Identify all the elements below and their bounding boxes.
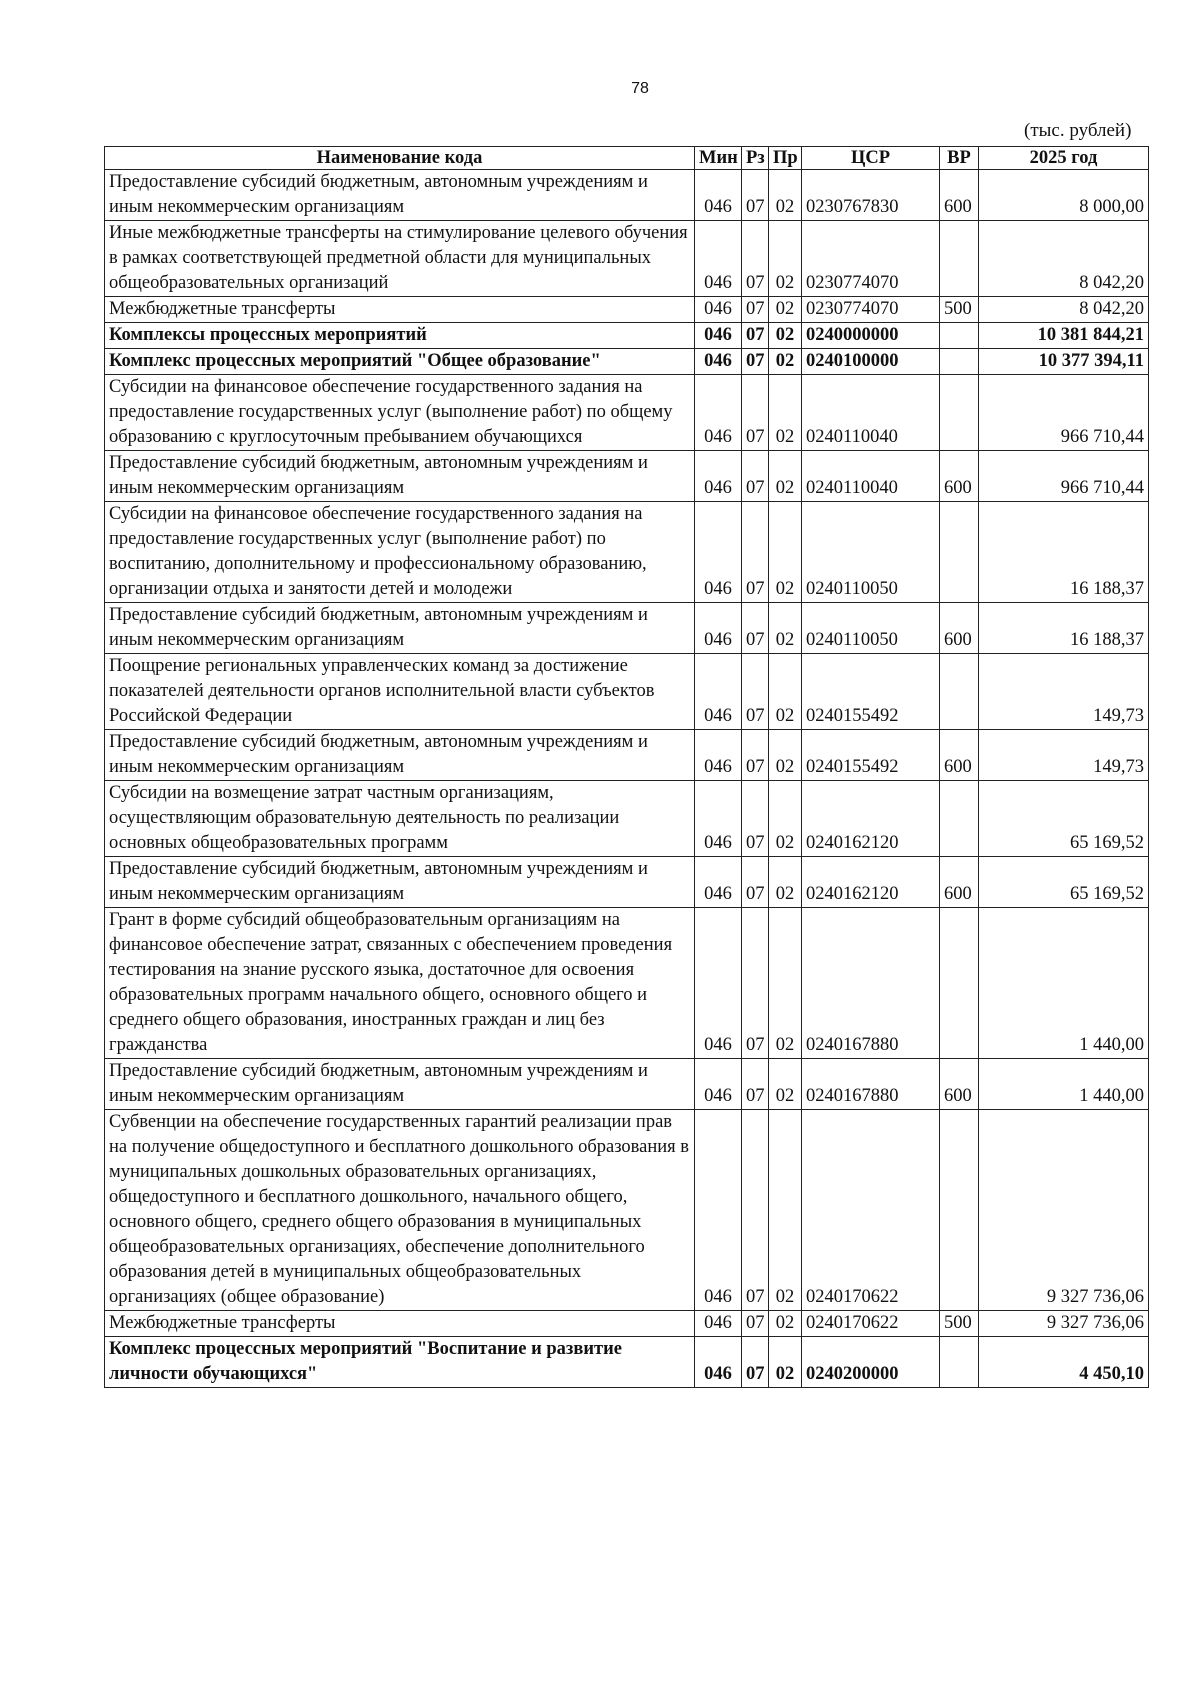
cell-amount: 9 327 736,06 (979, 1311, 1149, 1337)
cell-csr: 0240170622 (802, 1311, 940, 1337)
cell-pr: 02 (769, 297, 802, 323)
cell-name: Иные межбюджетные трансферты на стимулирование целевого обучения в рамках соответствующей предметной области для муниципальных общеобразовательных организаций (105, 221, 695, 297)
cell-amount: 966 710,44 (979, 375, 1149, 451)
cell-amount: 8 042,20 (979, 297, 1149, 323)
cell-rz: 07 (742, 170, 769, 221)
cell-pr: 02 (769, 730, 802, 781)
table-row (105, 349, 1149, 375)
cell-min: 046 (695, 170, 742, 221)
cell-csr: 0240110050 (802, 603, 940, 654)
cell-name: Поощрение региональных управленческих команд за достижение показателей деятельности органов исполнительной власти субъектов Российской Федерации (105, 654, 695, 730)
cell-csr: 0240170622 (802, 1110, 940, 1311)
cell-csr: 0240000000 (802, 323, 940, 349)
cell-min: 046 (695, 908, 742, 1059)
cell-vr: 600 (940, 170, 979, 221)
cell-min: 046 (695, 1110, 742, 1311)
cell-min: 046 (695, 1337, 742, 1388)
cell-amount: 8 042,20 (979, 221, 1149, 297)
cell-csr: 0240110040 (802, 375, 940, 451)
cell-rz: 07 (742, 375, 769, 451)
cell-min: 046 (695, 502, 742, 603)
cell-name: Предоставление субсидий бюджетным, автономным учреждениям и иным некоммерческим организациям (105, 1059, 695, 1110)
header-vr: ВР (940, 147, 979, 170)
cell-vr: 600 (940, 857, 979, 908)
cell-rz: 07 (742, 1059, 769, 1110)
table-row (105, 323, 1149, 349)
cell-min: 046 (695, 730, 742, 781)
cell-pr: 02 (769, 1311, 802, 1337)
cell-amount: 1 440,00 (979, 908, 1149, 1059)
cell-pr: 02 (769, 908, 802, 1059)
cell-name: Предоставление субсидий бюджетным, автономным учреждениям и иным некоммерческим организациям (105, 603, 695, 654)
cell-amount: 149,73 (979, 654, 1149, 730)
cell-pr: 02 (769, 375, 802, 451)
table-body (105, 170, 1149, 1388)
cell-csr: 0240155492 (802, 730, 940, 781)
table-row (105, 502, 1149, 603)
cell-amount: 65 169,52 (979, 781, 1149, 857)
cell-csr: 0240110050 (802, 502, 940, 603)
cell-rz: 07 (742, 1311, 769, 1337)
table-row (105, 451, 1149, 502)
cell-csr: 0230774070 (802, 221, 940, 297)
cell-pr: 02 (769, 1059, 802, 1110)
cell-pr: 02 (769, 170, 802, 221)
cell-min: 046 (695, 1059, 742, 1110)
table-row (105, 1110, 1149, 1311)
cell-min: 046 (695, 451, 742, 502)
cell-min: 046 (695, 297, 742, 323)
cell-csr: 0240162120 (802, 781, 940, 857)
cell-csr: 0240155492 (802, 654, 940, 730)
cell-name: Субсидии на финансовое обеспечение государственного задания на предоставление государственных услуг (выполнение работ) по общему образованию с круглосуточным пребыванием обучающихся (105, 375, 695, 451)
header-min: Мин (695, 147, 742, 170)
cell-rz: 07 (742, 323, 769, 349)
cell-min: 046 (695, 781, 742, 857)
cell-vr (940, 502, 979, 603)
cell-pr: 02 (769, 451, 802, 502)
cell-vr (940, 1337, 979, 1388)
header-rz: Рз (742, 147, 769, 170)
table-row (105, 730, 1149, 781)
table-row (105, 297, 1149, 323)
cell-amount: 10 377 394,11 (979, 349, 1149, 375)
table-row (105, 221, 1149, 297)
table-row (105, 170, 1149, 221)
cell-rz: 07 (742, 451, 769, 502)
cell-pr: 02 (769, 781, 802, 857)
cell-name: Комплекс процессных мероприятий "Общее образование" (105, 349, 695, 375)
cell-amount: 65 169,52 (979, 857, 1149, 908)
table-row (105, 857, 1149, 908)
cell-rz: 07 (742, 297, 769, 323)
cell-pr: 02 (769, 323, 802, 349)
cell-vr: 600 (940, 730, 979, 781)
cell-vr (940, 1110, 979, 1311)
budget-table (104, 146, 1149, 1388)
table-row (105, 654, 1149, 730)
cell-vr (940, 654, 979, 730)
cell-csr: 0240100000 (802, 349, 940, 375)
table-row (105, 1059, 1149, 1110)
cell-rz: 07 (742, 908, 769, 1059)
units-label: (тыс. рублей) (1024, 120, 1132, 141)
cell-min: 046 (695, 221, 742, 297)
cell-min: 046 (695, 603, 742, 654)
header-year: 2025 год (979, 147, 1149, 170)
cell-rz: 07 (742, 781, 769, 857)
cell-rz: 07 (742, 221, 769, 297)
cell-pr: 02 (769, 654, 802, 730)
cell-min: 046 (695, 375, 742, 451)
cell-csr: 0230774070 (802, 297, 940, 323)
cell-amount: 4 450,10 (979, 1337, 1149, 1388)
cell-csr: 0240162120 (802, 857, 940, 908)
cell-name: Субсидии на возмещение затрат частным организациям, осуществляющим образовательную деятельность по реализации основных общеобразовательных программ (105, 781, 695, 857)
cell-name: Предоставление субсидий бюджетным, автономным учреждениям и иным некоммерческим организациям (105, 170, 695, 221)
header-pr: Пр (769, 147, 802, 170)
cell-amount: 1 440,00 (979, 1059, 1149, 1110)
cell-amount: 9 327 736,06 (979, 1110, 1149, 1311)
cell-name: Субвенции на обеспечение государственных гарантий реализации прав на получение общедоступного и бесплатного дошкольного образования в муниципальных дошкольных образовательных организациях, общедоступного и бесплатного дошкольного, начального общего, основного общего, среднего общего образования в муниципальных общеобразовательных организациях, обеспечение дополнительного образования детей в муниципальных общеобразовательных организациях (общее образование) (105, 1110, 695, 1311)
cell-min: 046 (695, 349, 742, 375)
cell-vr (940, 375, 979, 451)
cell-csr: 0240200000 (802, 1337, 940, 1388)
cell-min: 046 (695, 857, 742, 908)
cell-rz: 07 (742, 857, 769, 908)
table-row (105, 1337, 1149, 1388)
cell-name: Предоставление субсидий бюджетным, автономным учреждениям и иным некоммерческим организациям (105, 857, 695, 908)
cell-name: Предоставление субсидий бюджетным, автономным учреждениям и иным некоммерческим организациям (105, 730, 695, 781)
cell-vr: 500 (940, 297, 979, 323)
cell-name: Комплексы процессных мероприятий (105, 323, 695, 349)
cell-vr: 500 (940, 1311, 979, 1337)
cell-vr (940, 323, 979, 349)
cell-rz: 07 (742, 654, 769, 730)
cell-csr: 0240167880 (802, 1059, 940, 1110)
cell-amount: 966 710,44 (979, 451, 1149, 502)
cell-min: 046 (695, 323, 742, 349)
cell-min: 046 (695, 1311, 742, 1337)
cell-rz: 07 (742, 730, 769, 781)
cell-min: 046 (695, 654, 742, 730)
cell-vr (940, 221, 979, 297)
table-row (105, 908, 1149, 1059)
cell-csr: 0240167880 (802, 908, 940, 1059)
header-name: Наименование кода (105, 147, 695, 170)
cell-name: Предоставление субсидий бюджетным, автономным учреждениям и иным некоммерческим организациям (105, 451, 695, 502)
cell-csr: 0240110040 (802, 451, 940, 502)
table-header-row (105, 147, 1149, 170)
cell-amount: 10 381 844,21 (979, 323, 1149, 349)
cell-amount: 149,73 (979, 730, 1149, 781)
cell-pr: 02 (769, 1337, 802, 1388)
cell-rz: 07 (742, 1337, 769, 1388)
cell-pr: 02 (769, 221, 802, 297)
cell-rz: 07 (742, 603, 769, 654)
table-row (105, 375, 1149, 451)
page-number: 78 (631, 80, 649, 97)
cell-name: Грант в форме субсидий общеобразовательным организациям на финансовое обеспечение затрат, связанных с обеспечением проведения тестирования на знание русского языка, достаточное для освоения образовательных программ начального общего, основного общего и среднего общего образования, иностранных граждан и лиц без гражданства (105, 908, 695, 1059)
cell-vr (940, 781, 979, 857)
cell-name: Межбюджетные трансферты (105, 297, 695, 323)
cell-vr (940, 908, 979, 1059)
cell-pr: 02 (769, 349, 802, 375)
cell-vr: 600 (940, 1059, 979, 1110)
cell-name: Межбюджетные трансферты (105, 1311, 695, 1337)
cell-amount: 8 000,00 (979, 170, 1149, 221)
table-row (105, 603, 1149, 654)
table-row (105, 781, 1149, 857)
cell-rz: 07 (742, 349, 769, 375)
cell-name: Субсидии на финансовое обеспечение государственного задания на предоставление государственных услуг (выполнение работ) по воспитанию, дополнительному и профессиональному образованию, организации отдыха и занятости детей и молодежи (105, 502, 695, 603)
header-csr: ЦСР (802, 147, 940, 170)
cell-pr: 02 (769, 1110, 802, 1311)
cell-vr: 600 (940, 451, 979, 502)
cell-pr: 02 (769, 857, 802, 908)
cell-pr: 02 (769, 502, 802, 603)
cell-vr: 600 (940, 603, 979, 654)
table-row (105, 1311, 1149, 1337)
cell-rz: 07 (742, 502, 769, 603)
cell-vr (940, 349, 979, 375)
cell-amount: 16 188,37 (979, 603, 1149, 654)
cell-rz: 07 (742, 1110, 769, 1311)
cell-amount: 16 188,37 (979, 502, 1149, 603)
cell-pr: 02 (769, 603, 802, 654)
cell-name: Комплекс процессных мероприятий "Воспитание и развитие личности обучающихся" (105, 1337, 695, 1388)
cell-csr: 0230767830 (802, 170, 940, 221)
